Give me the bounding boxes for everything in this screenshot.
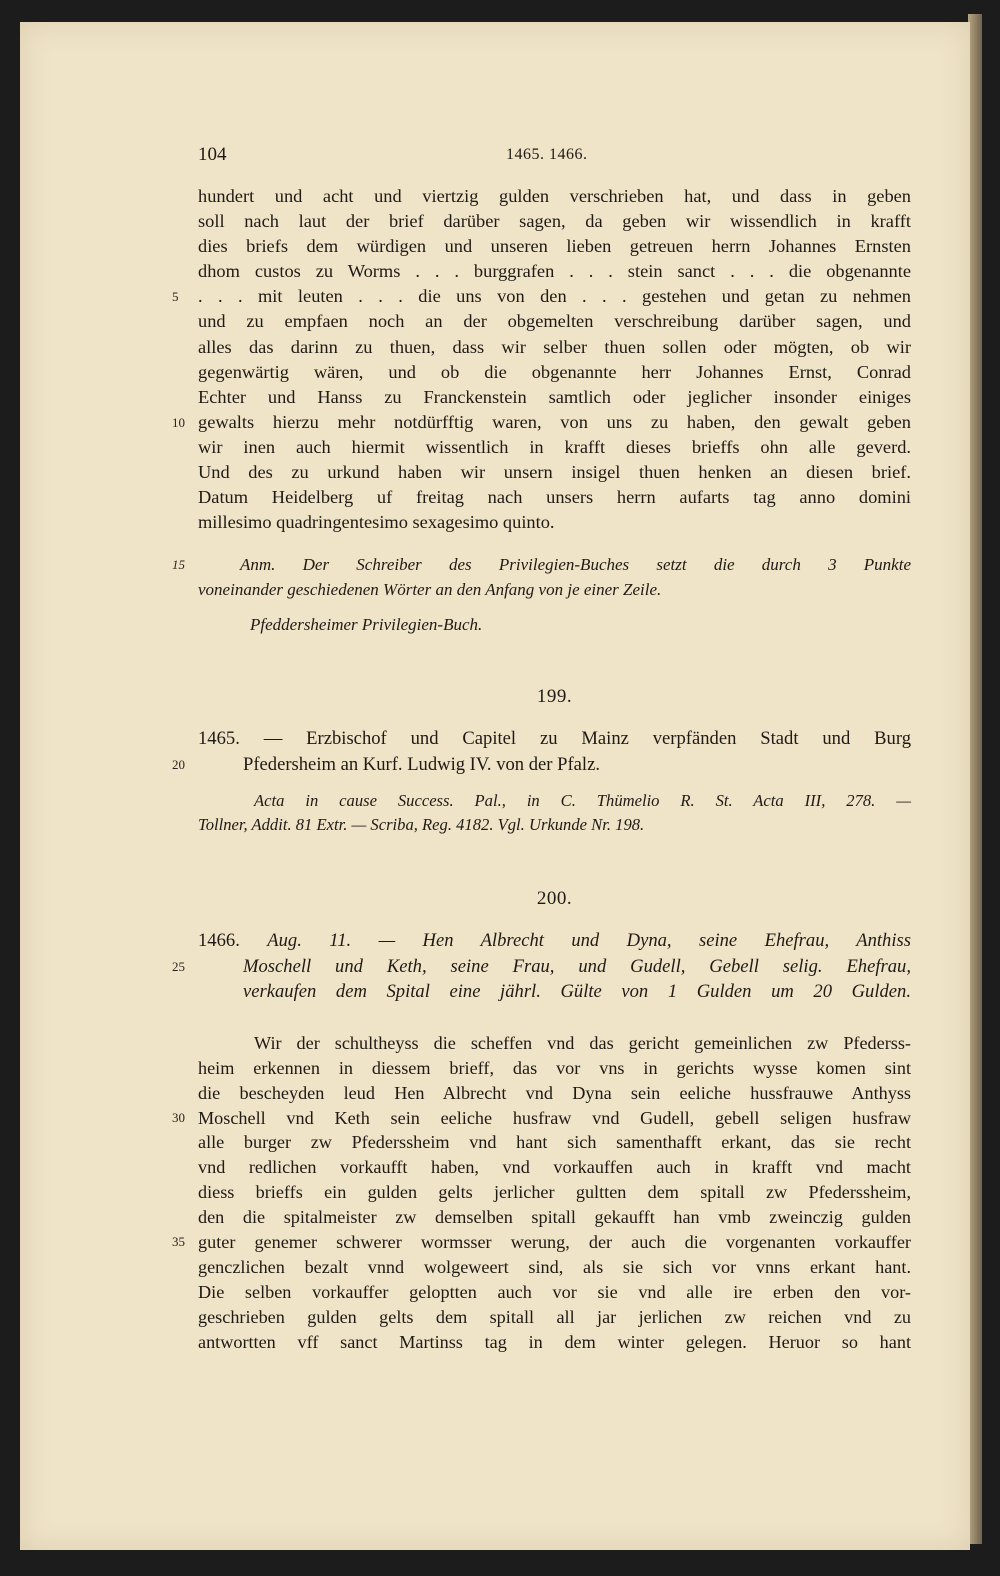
page-content [172, 144, 911, 1355]
source-line: Acta in cause Success. Pal., in C. Thümelio R. St. Acta III, 278. — [254, 791, 911, 811]
editor-note [172, 552, 911, 602]
text-line: Und des zu urkund haben wir unsern insigel thuen henken an diesen brief. [198, 462, 911, 483]
regest-199 [172, 726, 911, 777]
text-line-content: . . . mit leuten . . . die uns von den . . . gestehen und getan zu nehmen [198, 286, 911, 307]
source-reference: Pfeddersheimer Privilegien-Buch. [250, 615, 483, 635]
note-line: voneinander geschiedenen Wörter an den Anfang von je einer Zeile. [198, 580, 662, 600]
regest-line-25 [172, 954, 911, 980]
text-line: geschrieben gulden gelts dem spitall all jar jerlichen zw reichen vnd zu [198, 1306, 911, 1327]
regest-line-content: Pfedersheim an Kurf. Ludwig IV. von der Pfalz. [243, 753, 600, 775]
text-line: millesimo quadringentesimo sexagesimo quinto. [198, 512, 555, 533]
regest-line [198, 928, 911, 954]
text-line-content: gewalts hierzu mehr notdürfftig waren, von uns zu haben, den gewalt geben [198, 411, 911, 432]
text-line: dies briefs dem würdigen und unseren lieben getreuen herrn Johannes Ernsten [198, 236, 911, 257]
regest-line: 1465. — Erzbischof und Capitel zu Mainz verpfänden Stadt und Burg [198, 728, 911, 750]
text-line: genczlichen bezalt vnnd wolgeweert sind, als sie sich vor vnns erkant hant. [198, 1256, 911, 1277]
text-line: heim erkennen in diessem brieff, das vor vns in gerichts wysse komen sint [198, 1057, 911, 1078]
line-number: 20 [172, 756, 185, 772]
text-line: soll nach laut der brief darüber sagen, da geben wir wissendlich in krafft [198, 211, 911, 232]
running-header [198, 144, 911, 184]
text-line: Die selben vorkauffer geloptten auch vor sie vnd alle ire erben den vor- [198, 1281, 911, 1302]
line-number: 30 [172, 1109, 185, 1125]
text-line: Echter und Hanss zu Franckenstein samtlich oder jeglicher insonder einiges [198, 386, 911, 407]
regest-200 [172, 928, 911, 1005]
regest-line-content: Aug. 11. — Hen Albrecht und Dyna, seine Ehefrau, Anthiss [267, 930, 911, 952]
note-line-15 [172, 552, 911, 577]
text-line: alle burger zw Pfederssheim vnd hant sich samenthafft erkant, das sie recht [198, 1132, 911, 1153]
text-line: alles das darinn zu thuen, dass wir selber thuen sollen oder mögten, ob wir [198, 336, 911, 357]
sources-199 [198, 789, 911, 837]
page-number: 104 [198, 144, 227, 165]
text-line: antwortten vff sanct Martinss tag in dem winter gelegen. Heruor so hant [198, 1331, 911, 1352]
regest-line: verkaufen dem Spital eine jährl. Gülte von 1 Gulden um 20 Gulden. [243, 981, 911, 1003]
text-line-content: guter genemer schwerer wormsser werung, der auch die vorgenanten vorkauffer [198, 1232, 911, 1253]
text-line-content: Moschell vnd Keth sein eeliche husfraw vnd Gudell, gebell seligen husfraw [198, 1107, 911, 1128]
text-line: die bescheyden leud Hen Albrecht vnd Dyna sein eeliche hussfrauwe Anthyss [198, 1082, 911, 1103]
text-line: und zu empfaen noch an der obgemelten verschreibung darüber sagen, und [198, 311, 911, 332]
line-number: 35 [172, 1234, 185, 1250]
line-number: 5 [172, 289, 179, 305]
text-line: diess brieffs ein gulden gelts jerlicher gultten dem spitall zw Pfederssheim, [198, 1182, 911, 1203]
regest-year: 1466. [198, 930, 240, 952]
document-number-199: 199. [536, 686, 573, 708]
text-line: dhom custos zu Worms . . . burggrafen . . . stein sanct . . . die obgenannte [198, 261, 911, 282]
text-line: wir inen auch hiermit wissentlich in krafft dieses brieffs ohn alle geverd. [198, 436, 911, 457]
text-line-30 [172, 1106, 911, 1131]
continuation-text [172, 184, 911, 535]
header-years: 1465. 1466. [506, 146, 588, 163]
text-line: vnd redlichen vorkaufft haben, vnd vorkauffen auch in krafft vnd macht [198, 1157, 911, 1178]
regest-line-20 [172, 752, 911, 778]
line-number: 25 [172, 958, 185, 974]
text-line-35 [172, 1230, 911, 1255]
text-line-5 [172, 284, 911, 309]
source-line: Tollner, Addit. 81 Extr. — Scriba, Reg. 4182. Vgl. Urkunde Nr. 198. [198, 815, 645, 835]
scan-edge [968, 14, 982, 1544]
text-line: Datum Heidelberg uf freitag nach unsers herrn aufarts tag anno domini [198, 487, 911, 508]
document-number-200: 200. [536, 888, 573, 910]
document-text-200 [172, 1031, 911, 1355]
text-line: Wir der schultheyss die scheffen vnd das gericht gemeinlichen zw Pfederss- [254, 1032, 911, 1053]
book-page [20, 22, 970, 1550]
text-line: hundert und acht und viertzig gulden verschrieben hat, und dass in geben [198, 186, 911, 206]
regest-line-content: Moschell und Keth, seine Frau, und Gudell, Gebell selig. Ehefrau, [243, 955, 911, 977]
note-line-content: Anm. Der Schreiber des Privilegien-Buches setzt die durch 3 Punkte [240, 555, 911, 575]
text-line: den die spitalmeister zw demselben spitall gekaufft han vmb zweinczig gulden [198, 1207, 911, 1228]
line-number: 10 [172, 414, 185, 430]
line-number: 15 [172, 557, 185, 573]
text-line: gegenwärtig wären, und ob die obgenannte herr Johannes Ernst, Conrad [198, 361, 911, 382]
text-line-10 [172, 410, 911, 435]
